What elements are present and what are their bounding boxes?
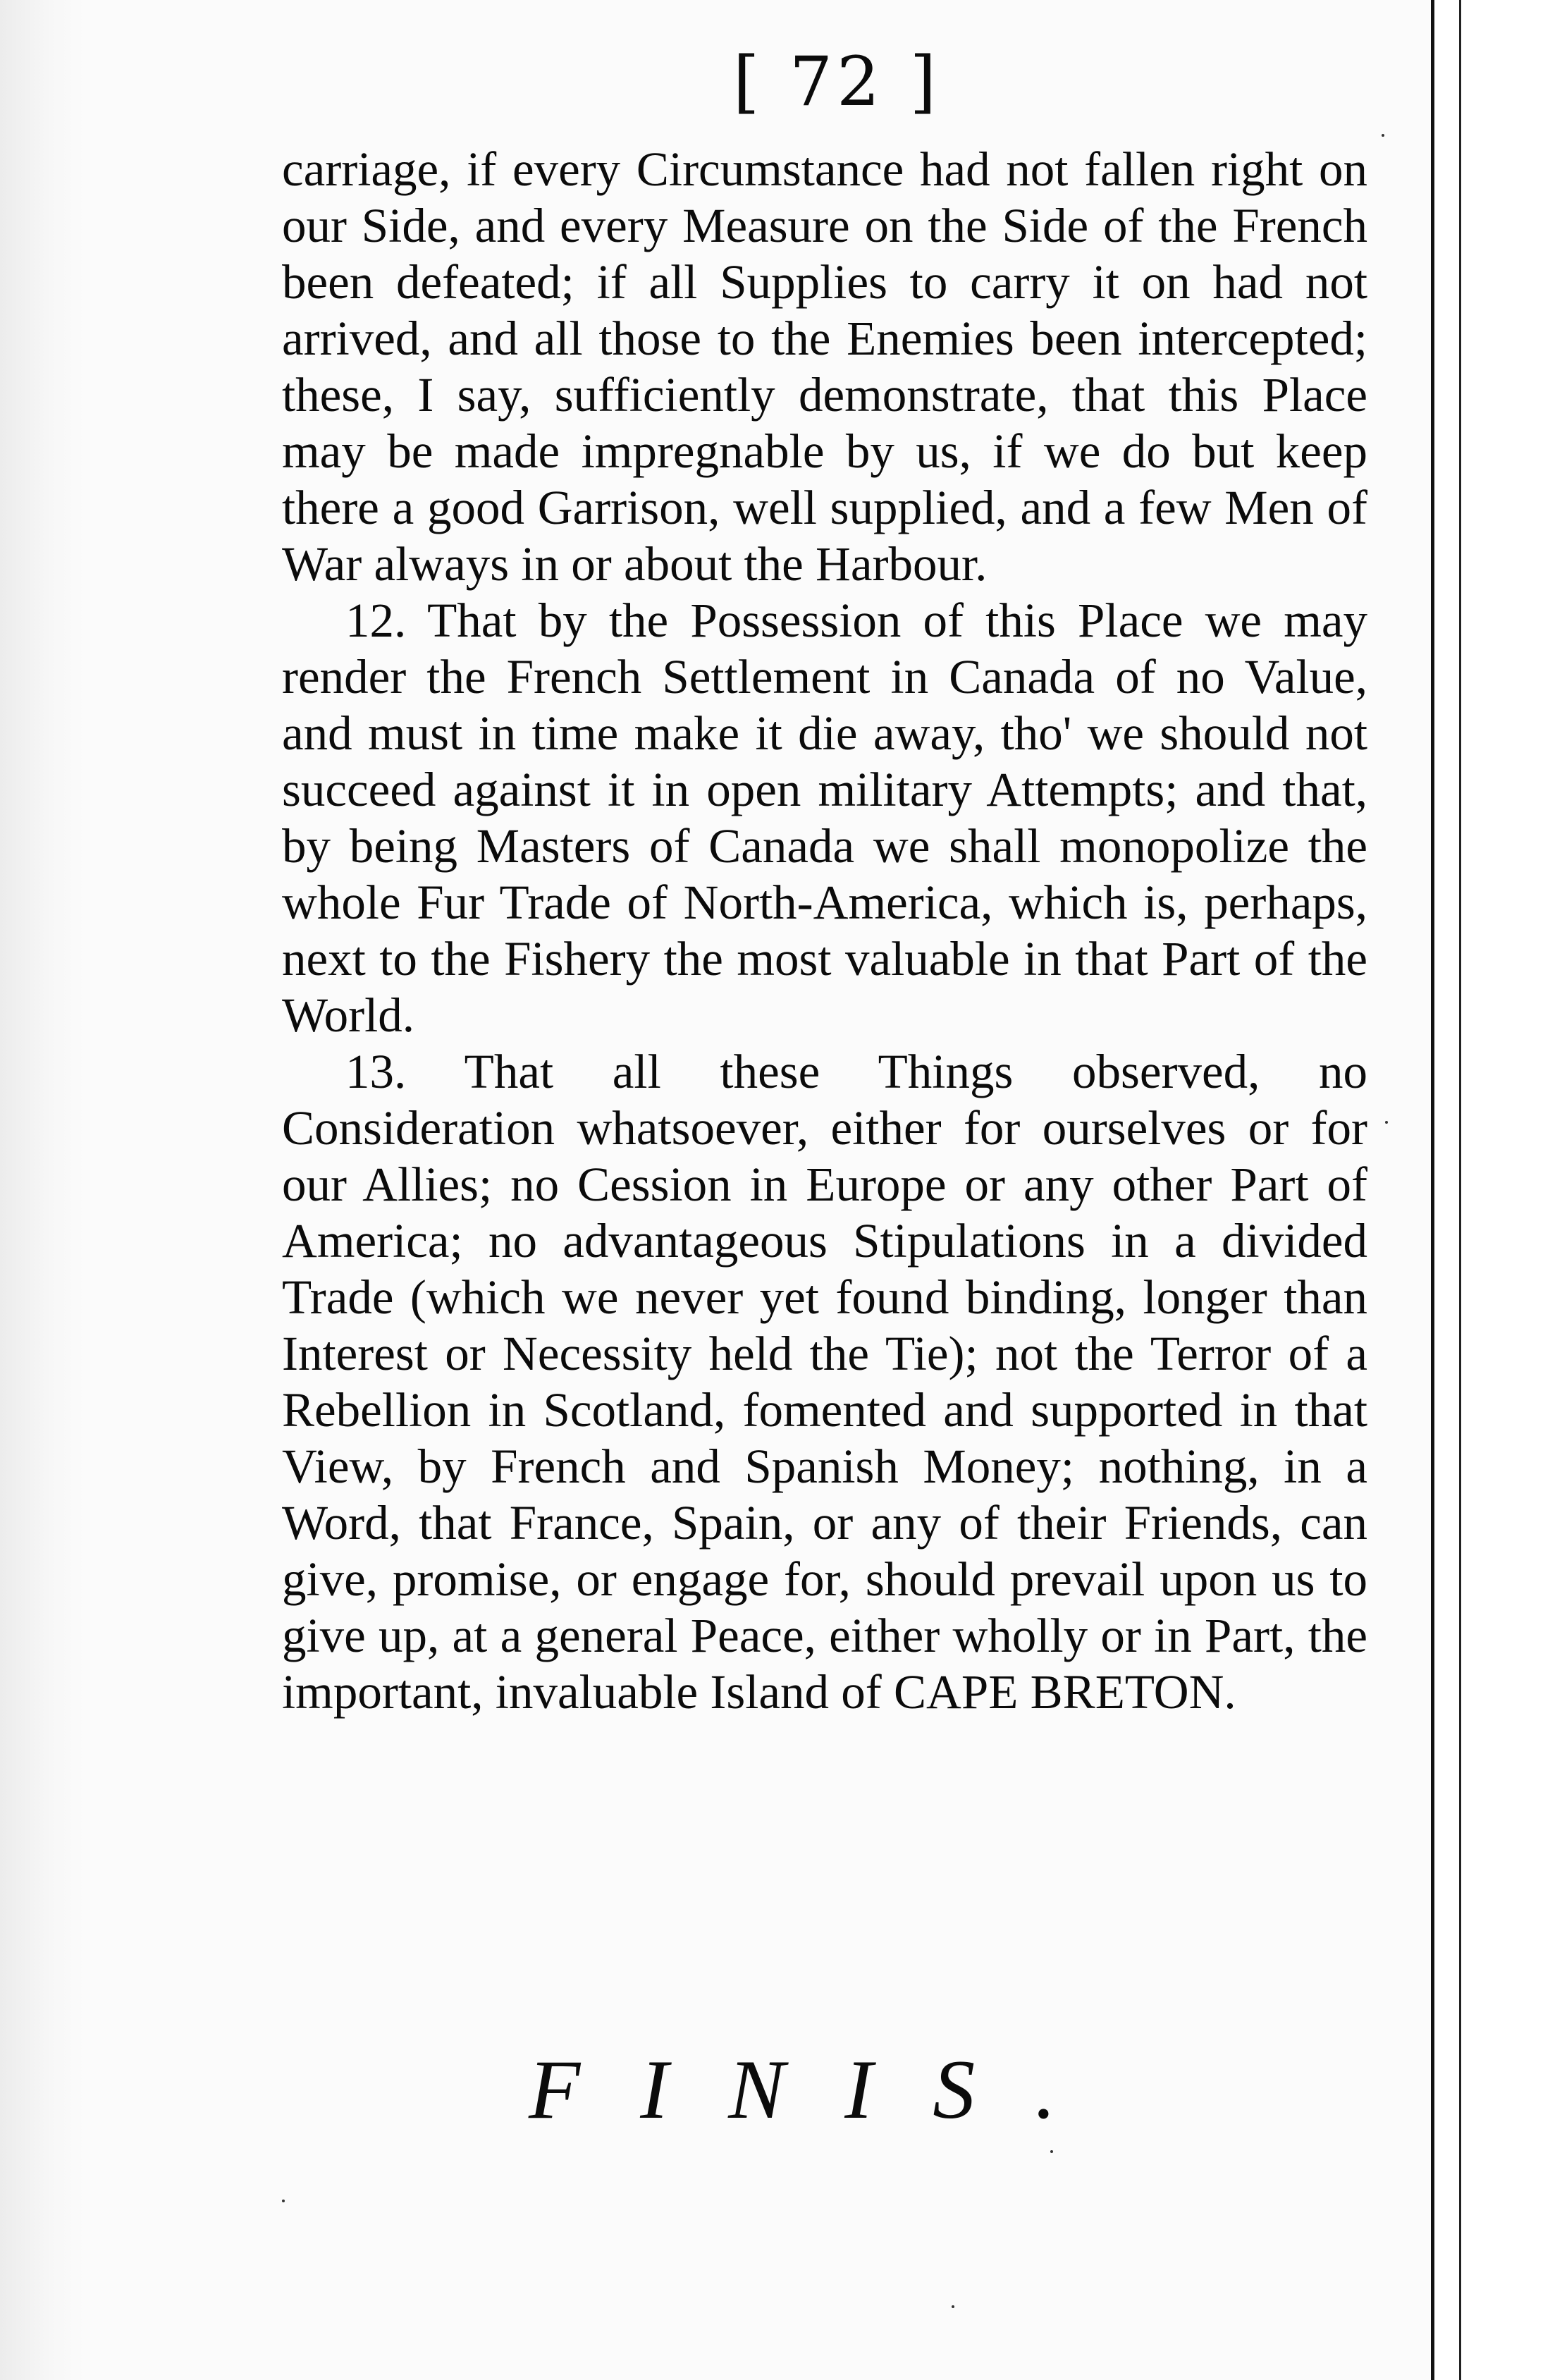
- print-speck: [1385, 1121, 1388, 1124]
- paragraph-12: 12. That by the Possession of this Place we may render the French Settlement in Canada of no Value, and must in time make it die away, tho' we should not succeed against it in open military Attempts; and that, by being Masters of Canada we shall monopolize the whole Fur Trade of North-America, which is, perhaps, next to the Fishery the most valuable in that Part of the World.: [282, 594, 1367, 1042]
- print-speck: [952, 2305, 954, 2308]
- paragraph-continued: carriage, if every Circumstance had not fallen right on our Side, and every Measure on the Side of the French been defeated; if all Supplies to carry it on had not arrived, and all those to the Enemies been intercepted; these, I say, sufficiently demonstrate, that this Place may be made impregnable by us, if we do but keep there a good Garrison, well supplied, and a few Men of War always in or about the Harbour.: [282, 142, 1367, 591]
- finis-heading: FINIS.: [529, 2042, 1117, 2136]
- facing-page-edge-line: [1459, 0, 1461, 2380]
- page-left-margin-shadow: [0, 0, 85, 2380]
- print-speck: [282, 2200, 285, 2202]
- facing-page: [1434, 0, 1562, 2380]
- print-speck: [1050, 2150, 1053, 2153]
- paragraph-13: 13. That all these Things observed, no Consideration whatsoever, either for ourselves or for our Allies; no Cession in Europe or any other Part of America; no advantageous Stipulations in a divided Trade (which we never yet found binding, longer than Interest or Necessity held the Tie); not the Terror of a Rebellion in Scotland, fomented and supported in that View, by French and Spanish Money; nothing, in a Word, that France, Spain, or any of their Friends, can give, promise, or engage for, should prevail upon us to give up, at a general Peace, either wholly or in Part, the important, invaluable Island of CAPE BRETON.: [282, 1045, 1367, 1719]
- print-speck: [1382, 134, 1384, 137]
- page-number-header: [ 72 ]: [733, 42, 941, 121]
- body-text: [282, 141, 1367, 1720]
